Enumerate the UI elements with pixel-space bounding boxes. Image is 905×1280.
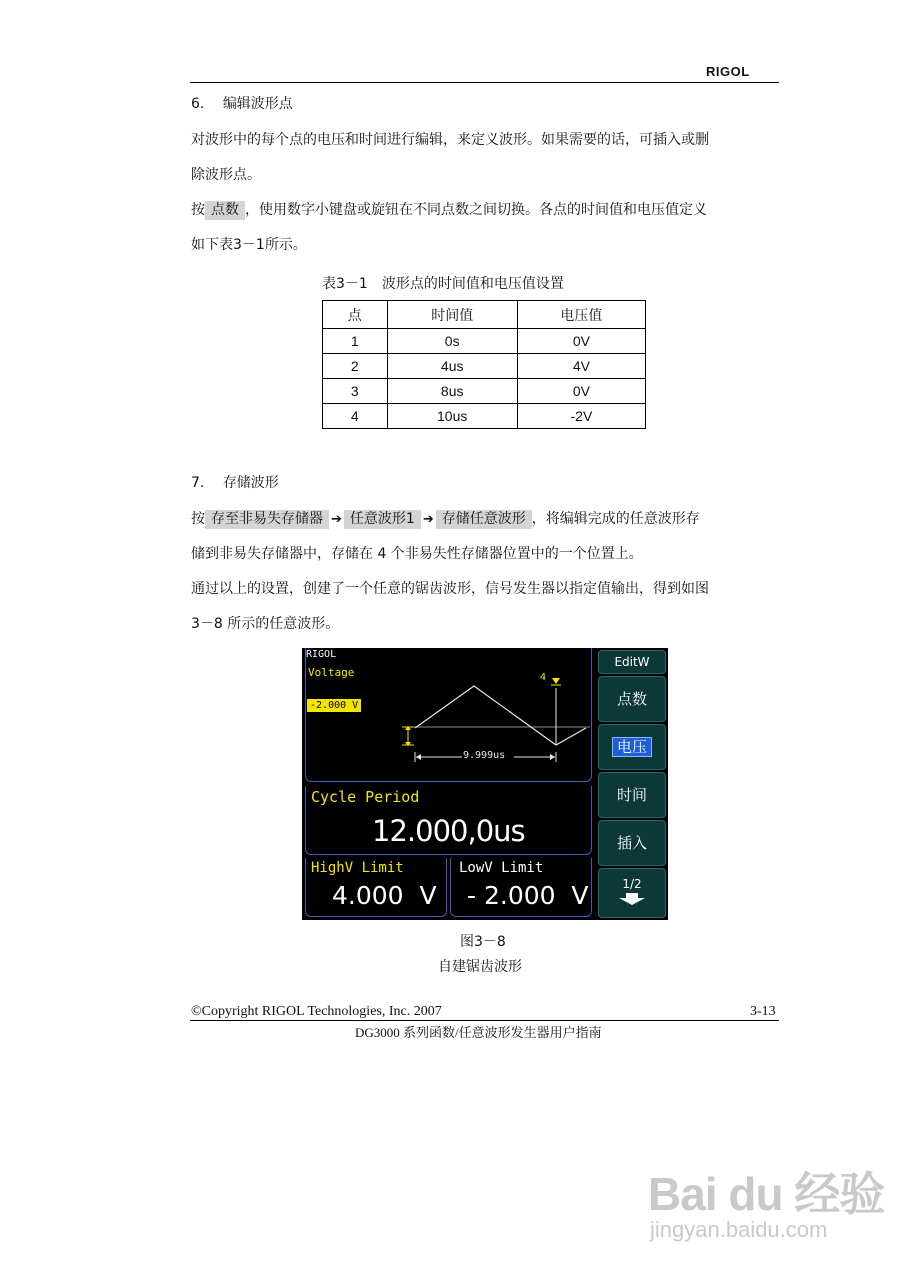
cell-voltage: 4V: [517, 354, 645, 379]
waveform-points-table: [322, 300, 646, 429]
lowv-value: - 2.000 V: [467, 881, 589, 910]
highv-value: 4.000 V: [332, 881, 437, 910]
footer-page-number: 3-13: [750, 1004, 776, 1019]
arrow-right-icon: ➔: [422, 512, 434, 527]
time-span-label: 9.999us: [463, 750, 506, 761]
softkey-next-page[interactable]: [598, 868, 666, 918]
voltage-param-label: Voltage: [308, 666, 355, 679]
cycle-period-label: Cycle Period: [311, 788, 420, 806]
section6-paragraph-line1: 对波形中的每个点的电压和时间进行编辑，来定义波形。如果需要的话，可插入或删: [191, 132, 709, 148]
softkey-voltage[interactable]: [598, 724, 666, 770]
cell-time: 8us: [387, 379, 517, 404]
table-row: [323, 404, 646, 429]
instruction-prefix: 按: [191, 511, 205, 527]
page-down-arrow-icon: [617, 893, 647, 905]
point-marker-icon: [552, 678, 560, 684]
key-arb-waveform-1: 任意波形1: [344, 510, 421, 529]
arrow-right-icon: ➔: [331, 512, 342, 527]
highv-label: HighV Limit: [311, 860, 404, 876]
waveform-graph: [302, 648, 598, 783]
cell-time: 4us: [387, 354, 517, 379]
instruction-text: ，将编辑完成的任意波形存: [531, 511, 700, 527]
section7-title: 存储波形: [222, 475, 279, 491]
table-header-row: [323, 301, 646, 329]
softkey-voltage-label: 电压: [612, 737, 652, 757]
header-time: 时间值: [387, 301, 517, 329]
section6-paragraph-line2: 除波形点。: [191, 167, 261, 183]
cell-point: 2: [323, 354, 388, 379]
menu-title: EditW: [598, 650, 666, 674]
screen-brand: RIGOL: [306, 649, 337, 660]
lowv-label: LowV Limit: [459, 860, 544, 876]
instruction-prefix: 按: [191, 202, 205, 218]
footer-manual-title: DG3000 系列函数/任意波形发生器用户指南: [355, 1025, 602, 1040]
instrument-screen: [302, 648, 668, 920]
cell-time: 0s: [387, 329, 517, 354]
footer-copyright: ©Copyright RIGOL Technologies, Inc. 2007: [191, 1004, 442, 1019]
section7-number: 7.: [191, 475, 205, 491]
figure-title: 自建锯齿波形: [438, 959, 522, 975]
section6-number: 6.: [191, 96, 205, 112]
section7-summary-line2: 3－8 所示的任意波形。: [191, 616, 340, 632]
voltage-value: 2.000 V: [316, 700, 359, 711]
table-row: [323, 329, 646, 354]
section6-instruction-line2: 如下表3－1所示。: [191, 237, 307, 253]
table-caption: 表3－1 波形点的时间值和电压值设置: [322, 276, 564, 292]
page-indicator: 1/2: [622, 877, 642, 891]
cell-time: 10us: [387, 404, 517, 429]
key-store-nonvolatile: 存至非易失存储器: [205, 510, 329, 529]
watermark-logo: Bai du 经验: [648, 1168, 885, 1220]
section7-instruction-line2: 储到非易失存储器中，存储在 4 个非易失性存储器位置中的一个位置上。: [191, 546, 643, 562]
cell-point: 3: [323, 379, 388, 404]
section7-summary-line1: 通过以上的设置，创建了一个任意的锯齿波形，信号发生器以指定值输出，得到如图: [191, 581, 709, 597]
watermark-url: jingyan.baidu.com: [650, 1217, 828, 1242]
cell-point: 1: [323, 329, 388, 354]
table-row: [323, 379, 646, 404]
section6-title: 编辑波形点: [222, 96, 293, 112]
cell-voltage: 0V: [517, 379, 645, 404]
cell-voltage: 0V: [517, 329, 645, 354]
cell-point: 4: [323, 404, 388, 429]
header-voltage: 电压值: [517, 301, 645, 329]
instruction-text: ，使用数字小键盘或旋钮在不同点数之间切换。各点的时间值和电压值定义: [245, 202, 707, 218]
footer-rule: [190, 1020, 779, 1021]
cell-voltage: -2V: [517, 404, 645, 429]
cycle-period-value: 12.000,0us: [372, 814, 525, 848]
key-store-arb-waveform: 存储任意波形: [436, 510, 532, 529]
table-row: [323, 354, 646, 379]
softkey-points[interactable]: 点数: [598, 676, 666, 722]
header-brand: RIGOL: [706, 64, 750, 79]
section6-heading: [191, 95, 293, 113]
point-number-label: 4: [540, 672, 547, 683]
sawtooth-waveform: [415, 686, 586, 745]
section6-instruction: [191, 201, 707, 220]
key-points: 点数: [205, 201, 245, 220]
header-point: 点: [323, 301, 388, 329]
cursor-char: -: [310, 700, 317, 711]
softkey-insert[interactable]: 插入: [598, 820, 666, 866]
section7-instruction: [191, 510, 700, 529]
section7-heading: [191, 474, 279, 492]
figure-number: 图3－8: [460, 934, 506, 950]
softkey-time[interactable]: 时间: [598, 772, 666, 818]
header-rule: [190, 82, 779, 83]
